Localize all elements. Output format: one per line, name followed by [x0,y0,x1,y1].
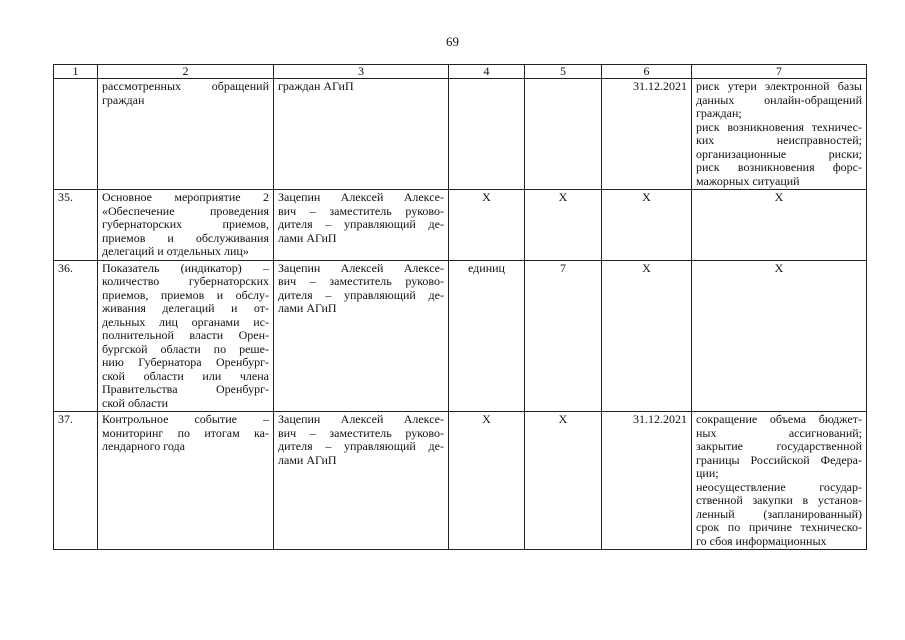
cell-line: «Обеспечение проведения [102,203,269,218]
row-number-cell [54,79,98,190]
unit-cell: X [449,190,525,261]
cell-line: лендарного года [102,439,185,453]
unit-cell [449,79,525,190]
cell-line: приемов, приемов и обслу- [102,287,269,302]
cell-line: лами АГиП [278,301,337,315]
cell-line: риск возникновения форс- [696,160,862,174]
cell-line: Правительства Оренбург- [102,382,269,396]
event-name-cell [98,260,274,412]
cell-line: мониторинг по итогам ка- [102,425,269,440]
cell-line: ных ассигнований; [696,425,862,440]
cell-line: количество губернаторских [102,274,269,288]
cell-line: сокращение объема бюджет- [696,412,862,426]
cell-line: ственной закупки в установ- [696,493,862,507]
value-cell: X [525,412,602,550]
unit-cell: единиц [449,260,525,412]
table-row [54,79,867,190]
cell-line: граждан; [696,106,742,120]
cell-line: вич – заместитель руково- [278,425,444,440]
column-header: 7 [692,65,867,79]
cell-line: риск утери электронной базы [696,79,862,93]
cell-line: дельных лиц органами ис- [102,314,269,329]
table-row [54,190,867,261]
cell-line: вич – заместитель руково- [278,274,444,288]
cell-line: границы Российской Федера- [696,452,862,467]
cell-line: срок по причине техническо- [696,520,862,534]
responsible-cell [274,79,449,190]
page-number: 69 [446,34,459,49]
date-cell: 31.12.2021 [602,79,692,190]
cell-line: данных онлайн-обращений [696,92,862,107]
date-cell: X [602,260,692,412]
cell-line: приемов и обслуживания [102,230,269,245]
cell-line: неосуществление государ- [696,479,862,494]
cell-line: риск возникновения техничес- [696,119,862,134]
cell-line: дителя – управляющий де- [278,439,444,453]
cell-line: бургской области по реше- [102,341,269,356]
row-number-cell: 37. [54,412,98,550]
table-row [54,412,867,550]
date-cell: X [602,190,692,261]
responsible-cell [274,190,449,261]
column-header: 5 [525,65,602,79]
cell-line: Основное мероприятие 2 [102,190,269,204]
cell-line: рассмотренных обращений [102,79,269,93]
cell-line: ской области [102,395,169,410]
cell-line: ции; [696,466,719,480]
responsible-cell [274,412,449,550]
cell-line: лами АГиП [278,452,337,467]
cell-line: живания делегаций и от- [102,301,269,315]
cell-line: закрытие государственной [696,439,862,453]
value-cell: 7 [525,260,602,412]
cell-line: Зацепин Алексей Алексе- [278,190,444,204]
cell-line: губернаторских приемов, [102,217,269,231]
value-cell: X [525,190,602,261]
value-cell [525,79,602,190]
cell-line: мажорных ситуаций [696,173,800,188]
row-number-cell: 36. [54,260,98,412]
column-header: 6 [602,65,692,79]
cell-line: дителя – управляющий де- [278,217,444,231]
column-header: 2 [98,65,274,79]
column-header: 1 [54,65,98,79]
risk-cell [692,79,867,190]
event-name-cell [98,412,274,550]
risk-cell [692,412,867,550]
cell-line: Контрольное событие – [102,412,269,426]
event-name-cell [98,79,274,190]
table-row [54,260,867,412]
cell-line: Показатель (индикатор) – [102,260,269,275]
cell-line: ленный (запланированный) [696,506,862,521]
column-header: 3 [274,65,449,79]
cell-line: делегаций и отдельных лиц» [102,244,249,258]
row-number-cell: 35. [54,190,98,261]
cell-line: Зацепин Алексей Алексе- [278,412,444,426]
risk-cell: X [692,260,867,412]
cell-line: ской области или члена [102,368,269,383]
cell-line: ких неисправностей; [696,133,862,147]
header-row [54,65,867,79]
program-table [53,64,867,550]
cell-line: граждан АГиП [278,79,354,93]
cell-line: Зацепин Алексей Алексе- [278,260,444,275]
date-cell: 31.12.2021 [602,412,692,550]
cell-line: нию Губернатора Оренбург- [102,355,269,369]
cell-line: го сбоя информационных [696,533,827,548]
cell-line: дителя – управляющий де- [278,287,444,302]
responsible-cell [274,260,449,412]
cell-line: лами АГиП [278,230,337,245]
column-header: 4 [449,65,525,79]
risk-cell: X [692,190,867,261]
cell-line: полнительной власти Орен- [102,328,269,342]
cell-line: вич – заместитель руково- [278,203,444,218]
unit-cell: X [449,412,525,550]
event-name-cell [98,190,274,261]
cell-line: организационные риски; [696,146,862,161]
cell-line: граждан [102,92,145,107]
